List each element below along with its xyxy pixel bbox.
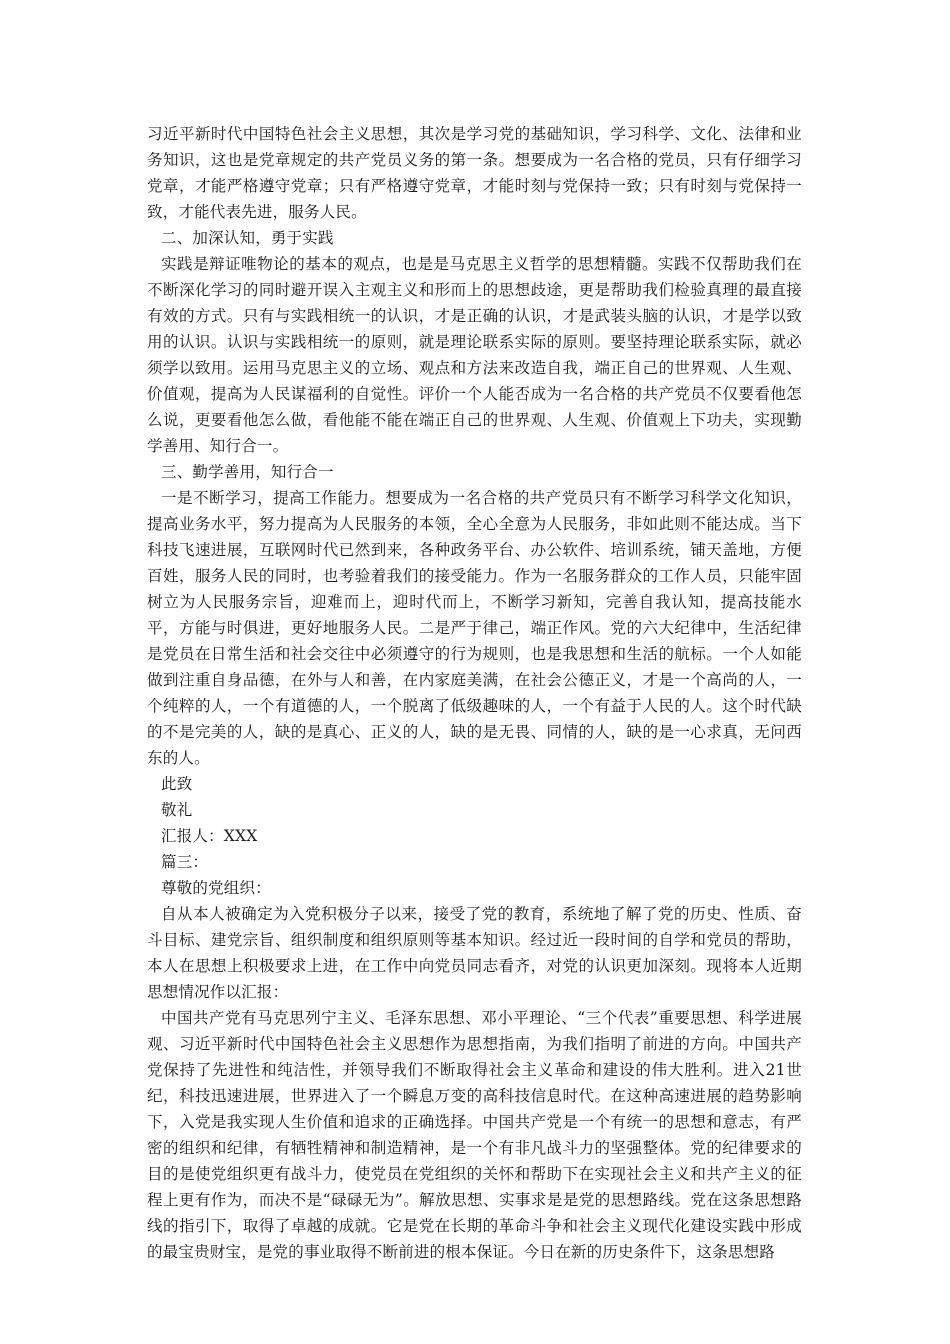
paragraph-party-guidance: 中国共产党有马克思列宁主义、毛泽东思想、邓小平理论、“三个代表”重要思想、科学进展观、习近平新时代中国特色社会主义思想作为思想指南，为我们指明了前进的方向。中国共产党保持了先进性和纯洁性，并领导我们不断取得社会主义革命和建设的伟大胜利。进入21世纪，科技迅速进展，世界进入了一个瞬息万变的高科技信息时代。在这种高速进展的趋势影响下，入党是我实现人生价值和追求的正确选择。中国共产党是一个有统一的思想和意志，有严密的组织和纪律，有牺牲精神和制造精神，是一个有非凡战斗力的坚强整体。党的纪律要求的目的是使党组织更有战斗力，使党员在党组织的关怀和帮助下在实现社会主义和共产主义的征程上更有作为，而决不是“碌碌无为”。解放思想、实事求是是党的思想路线。党在这条思想路线的指引下，取得了卓越的成就。它是党在长期的革命斗争和社会主义现代化建设实践中形成的最宝贵财宝，是党的事业取得不断前进的根本保证。今日在新的历史条件下，这条思想路	[147, 1009, 802, 1261]
reporter-signature: 汇报人：XXX	[161, 827, 258, 845]
section-heading-2: 二、加深认知，勇于实践	[161, 229, 334, 247]
closing-regards: 敬礼	[161, 801, 193, 819]
paragraph-study-and-apply: 一是不断学习，提高工作能力。想要成为一名合格的共产党员只有不断学习科学文化知识，提高业务水平，努力提高为人民服务的本领，全心全意为人民服务，非如此则不能达成。当下科技飞速进展，互联网时代已然到来，各种政务平台、办公软件、培训系统，铺天盖地，方便百姓，服务人民的同时，也考验着我们的接受能力。作为一名服务群众的工作人员，只能牢固树立为人民服务宗旨，迎难而上，迎时代而上，不断学习新知，完善自我认知，提高技能水平，方能与时俱进，更好地服务人民。二是严于律己，端正作风。党的六大纪律中，生活纪律是党员在日常生活和社会交往中必须遵守的行为规则，也是我思想和生活的航标。一个人如能做到注重自身品德，在外与人和善，在内家庭美满，在社会公德正义，才是一个高尚的人，一个纯粹的人，一个有道德的人，一个脱离了低级趣味的人，一个有益于人民的人。这个时代缺的不是完美的人，缺的是真心、正义的人，缺的是无畏、同情的人，缺的是一心求真，无问西东的人。	[147, 489, 802, 767]
document-body	[147, 121, 802, 1265]
paragraph-intro-continuation: 习近平新时代中国特色社会主义思想，其次是学习党的基础知识，学习科学、文化、法律和业务知识，这也是党章规定的共产党员义务的第一条。想要成为一名合格的党员，只有仔细学习党章，才能严格遵守党章；只有严格遵守党章，才能时刻与党保持一致；只有时刻与党保持一致，才能代表先进，服务人民。	[147, 125, 802, 221]
part-three-label: 篇三：	[161, 853, 209, 871]
paragraph-introduction: 自从本人被确定为入党积极分子以来，接受了党的教育，系统地了解了党的历史、性质、奋斗目标、建党宗旨、组织制度和组织原则等基本知识。经过近一段时间的自学和党员的帮助，本人在思想上积极要求上进，在工作中向党员同志看齐，对党的认识更加深刻。现将本人近期思想情况作以汇报：	[147, 905, 802, 1001]
section-heading-3: 三、勤学善用，知行合一	[161, 463, 334, 481]
greeting: 尊敬的党组织：	[161, 879, 271, 897]
closing-salutation: 此致	[161, 775, 193, 793]
paragraph-practice: 实践是辩证唯物论的基本的观点，也是是马克思主义哲学的思想精髓。实践不仅帮助我们在不断深化学习的同时避开误入主观主义和形而上的思想歧途，更是帮助我们检验真理的最直接有效的方式。只有与实践相统一的认识，才是正确的认识，才是武装头脑的认识，才是学以致用的认识。认识与实践相统一的原则，就是理论联系实际的原则。要坚持理论联系实际，就必须学以致用。运用马克思主义的立场、观点和方法来改造自我，端正自己的世界观、人生观、价值观，提高为人民谋福利的自觉性。评价一个人能否成为一名合格的共产党员不仅要看他怎么说，更要看他怎么做，看他能不能在端正自己的世界观、人生观、价值观上下功夫，实现勤学善用、知行合一。	[147, 255, 802, 455]
